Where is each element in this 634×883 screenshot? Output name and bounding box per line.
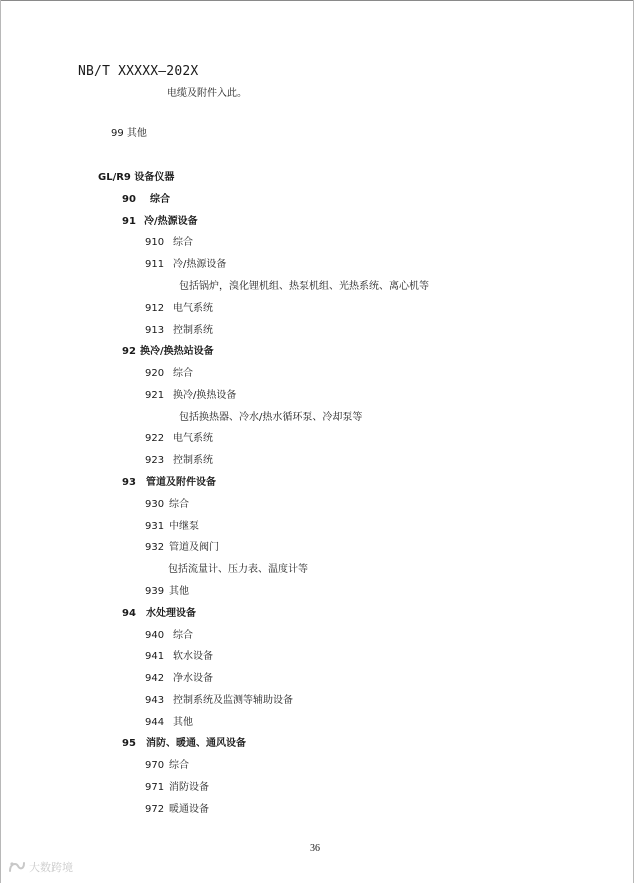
list-item <box>145 433 213 445</box>
item-label: 综合 <box>173 237 193 248</box>
group-label: 消防、暖通、通风设备 <box>146 738 246 749</box>
list-item <box>145 390 236 402</box>
watermark <box>8 859 73 875</box>
item-label: 控制系统 <box>173 325 213 336</box>
item-code: 930 <box>145 499 165 510</box>
item-code: 943 <box>145 695 165 706</box>
list-item <box>145 521 199 533</box>
group-93 <box>122 477 216 489</box>
item-code: 911 <box>145 259 165 270</box>
list-item <box>145 368 193 380</box>
item-code: 923 <box>145 455 165 466</box>
item-label: 暖通设备 <box>169 804 209 815</box>
item-code: 944 <box>145 717 165 728</box>
group-code: 90 <box>122 194 136 205</box>
list-item <box>145 717 193 729</box>
list-item <box>145 695 293 707</box>
item-code: 931 <box>145 521 165 532</box>
standard-number: NB/T XXXXX—202X <box>78 64 199 79</box>
item-code: 970 <box>145 760 165 771</box>
list-item <box>145 651 213 663</box>
item-99 <box>111 128 147 140</box>
page-edge-left <box>0 0 1 883</box>
item-code: 913 <box>145 325 165 336</box>
list-item <box>145 325 213 337</box>
item-note: 包括换热器、冷水/热水循环泵、冷却泵等 <box>179 412 363 423</box>
page-number: 36 <box>310 843 320 854</box>
continuation-text: 电缆及附件入此。 <box>167 88 247 99</box>
group-code: 92 <box>122 346 136 357</box>
item-code: 932 <box>145 542 165 553</box>
logo-mark-icon <box>8 860 26 874</box>
group-label: 管道及附件设备 <box>146 477 216 488</box>
list-item <box>145 804 209 816</box>
item-label: 综合 <box>173 630 193 641</box>
list-item <box>145 760 189 772</box>
list-item <box>145 586 189 598</box>
group-91 <box>122 216 198 228</box>
item-code: 920 <box>145 368 165 379</box>
list-item <box>145 237 193 249</box>
item-label: 其他 <box>126 128 147 139</box>
item-label: 冷/热源设备 <box>173 259 227 270</box>
item-code: 921 <box>145 390 165 401</box>
item-code: 99 <box>111 128 124 139</box>
group-code: 91 <box>122 216 136 227</box>
list-item <box>145 782 209 794</box>
item-code: 910 <box>145 237 165 248</box>
section-title: GL/R9 设备仪器 <box>98 172 175 183</box>
item-code: 972 <box>145 804 165 815</box>
list-item <box>145 455 213 467</box>
group-code: 95 <box>122 738 136 749</box>
list-item <box>145 303 213 315</box>
group-label: 综合 <box>150 194 170 205</box>
group-95 <box>122 738 246 750</box>
list-item <box>145 542 219 554</box>
item-label: 净水设备 <box>173 673 213 684</box>
item-label: 管道及阀门 <box>169 542 219 553</box>
group-label: 冷/热源设备 <box>144 216 198 227</box>
group-code: 93 <box>122 477 136 488</box>
item-label: 消防设备 <box>169 782 209 793</box>
item-code: 941 <box>145 651 165 662</box>
item-label: 换冷/换热设备 <box>173 390 237 401</box>
item-label: 中继泵 <box>169 521 199 532</box>
list-item <box>145 630 193 642</box>
item-label: 控制系统及监测等辅助设备 <box>173 695 293 706</box>
item-label: 软水设备 <box>173 651 213 662</box>
item-code: 922 <box>145 433 165 444</box>
item-note: 包括流量计、压力表、温度计等 <box>168 564 308 575</box>
list-item <box>145 259 226 271</box>
item-note: 包括锅炉，溴化锂机组、热泵机组、光热系统、离心机等 <box>179 281 429 292</box>
list-item <box>145 673 213 685</box>
item-label: 综合 <box>173 368 193 379</box>
item-label: 综合 <box>169 760 189 771</box>
item-code: 939 <box>145 586 165 597</box>
item-code: 971 <box>145 782 165 793</box>
watermark-text: 大数跨境 <box>29 861 73 874</box>
group-label: 水处理设备 <box>146 608 196 619</box>
item-label: 电气系统 <box>173 303 213 314</box>
group-label: 换冷/换热站设备 <box>140 346 214 357</box>
item-code: 942 <box>145 673 165 684</box>
list-item <box>145 499 189 511</box>
group-code: 94 <box>122 608 136 619</box>
item-label: 电气系统 <box>173 433 213 444</box>
page-edge-top <box>0 0 634 1</box>
group-92 <box>122 346 214 358</box>
item-label: 其他 <box>173 717 193 728</box>
item-label: 综合 <box>169 499 189 510</box>
item-label: 控制系统 <box>173 455 213 466</box>
group-90 <box>122 194 170 206</box>
item-code: 940 <box>145 630 165 641</box>
item-code: 912 <box>145 303 165 314</box>
item-label: 其他 <box>169 586 189 597</box>
group-94 <box>122 608 196 620</box>
